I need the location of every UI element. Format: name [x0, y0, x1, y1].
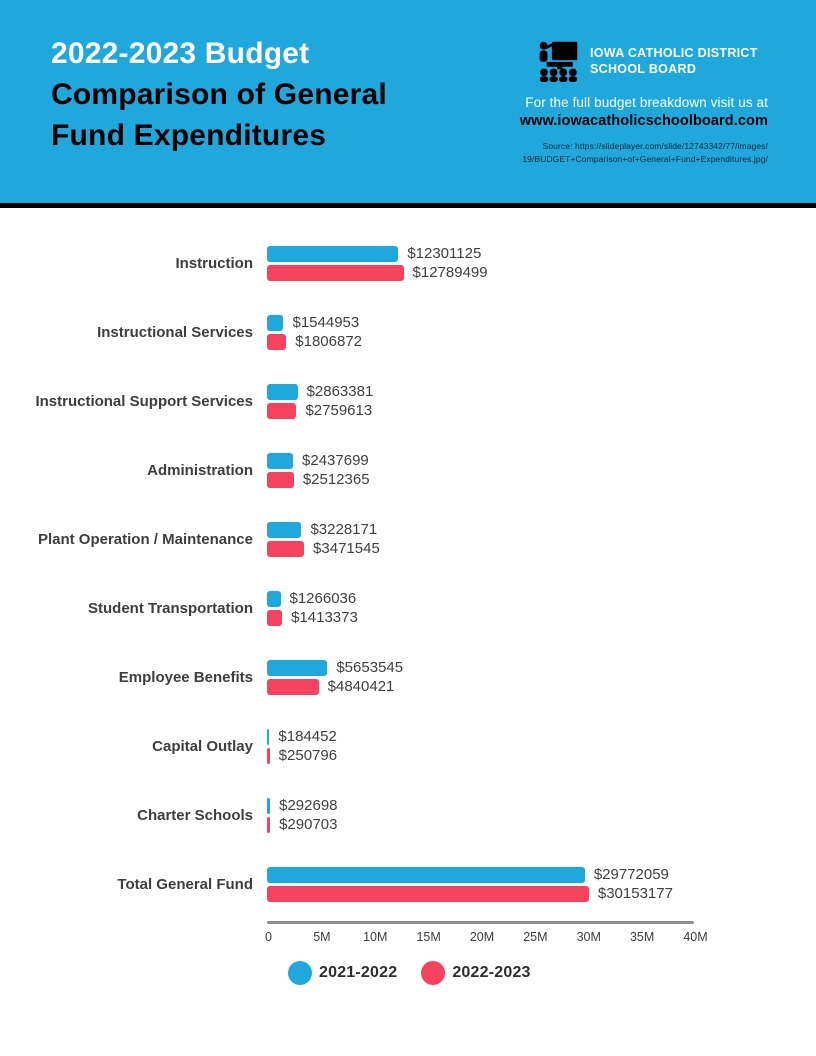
value-label: $1266036	[289, 590, 357, 607]
bar-2021-2022	[267, 315, 283, 331]
chart-row	[0, 384, 816, 419]
x-axis-tick: 15M	[416, 930, 441, 944]
page-title-line2: Comparison of General	[51, 78, 387, 111]
x-axis-tick: 20M	[469, 930, 495, 944]
bar-2021-2022	[267, 798, 270, 814]
category-label: Employee Benefits	[118, 669, 253, 686]
category-label: Instructional Support Services	[35, 393, 253, 410]
source-line1: Source: https://slideplayer.com/slide/12743342/77/images/	[542, 141, 768, 151]
header-right-block	[518, 40, 768, 166]
bar-2021-2022	[267, 867, 585, 883]
chart-row	[0, 591, 816, 626]
header-banner	[0, 0, 816, 203]
value-label: $292698	[279, 797, 338, 814]
category-label: Administration	[147, 462, 253, 479]
x-axis-tick: 30M	[576, 930, 601, 944]
bar-2022-2023	[267, 748, 270, 764]
legend-dot	[421, 961, 445, 985]
value-label: $184452	[278, 728, 337, 745]
x-axis-tick: 10M	[363, 930, 388, 944]
value-label: $12789499	[412, 264, 488, 281]
source-attribution	[518, 140, 768, 166]
value-label: $5653545	[336, 659, 404, 676]
value-label: $2437699	[302, 452, 369, 469]
value-label: $4840421	[327, 678, 395, 695]
bar-2022-2023	[267, 472, 294, 488]
bar-2022-2023	[267, 886, 589, 902]
bar-2022-2023	[267, 541, 304, 557]
value-label: $250796	[278, 747, 338, 764]
bar-2022-2023	[267, 679, 319, 695]
x-axis-tick: 35M	[629, 930, 655, 944]
x-axis-tick: 25M	[523, 930, 548, 944]
chart-row	[0, 453, 816, 488]
classroom-presentation-icon	[537, 40, 579, 82]
legend-label: 2021-2022	[319, 964, 398, 981]
org-name-line2: SCHOOL BOARD	[590, 62, 697, 76]
chart-row	[0, 522, 816, 557]
source-line2: 19/BUDGET+Comparison+of+General+Fund+Expenditures.jpg/	[522, 154, 768, 164]
bar-2022-2023	[267, 817, 270, 833]
bar-2022-2023	[267, 265, 404, 281]
bar-2021-2022	[267, 384, 298, 400]
bar-2021-2022	[267, 522, 301, 538]
x-axis-line	[267, 921, 694, 924]
value-label: $30153177	[597, 885, 673, 902]
bar-2022-2023	[267, 610, 282, 626]
category-label: Instruction	[175, 255, 253, 272]
org-name-line1: IOWA CATHOLIC DISTRICT	[590, 46, 758, 60]
legend-item	[421, 961, 530, 985]
category-label: Total General Fund	[117, 876, 253, 893]
category-label: Capital Outlay	[152, 738, 253, 755]
value-label: $1413373	[291, 609, 358, 626]
chart-row	[0, 246, 816, 281]
value-label: $1544953	[292, 314, 360, 331]
chart-row	[0, 315, 816, 350]
category-label: Student Transportation	[88, 600, 253, 617]
header-divider-bar	[0, 203, 816, 208]
value-label: $2512365	[302, 471, 370, 488]
promo-text: For the full budget breakdown visit us at	[525, 95, 768, 110]
x-axis-tick: 40M	[683, 930, 708, 944]
org-name	[590, 45, 768, 77]
bar-2021-2022	[267, 660, 327, 676]
page-title-line1: 2022-2023 Budget	[51, 37, 310, 70]
page-title-line3: Fund Expenditures	[51, 119, 327, 152]
org-identity	[518, 40, 768, 82]
value-label: $1806872	[295, 333, 363, 350]
value-label: $290703	[279, 816, 338, 833]
bar-2021-2022	[267, 453, 293, 469]
category-label: Plant Operation / Maintenance	[37, 531, 253, 548]
bar-2021-2022	[267, 591, 281, 607]
chart-legend	[288, 961, 531, 985]
value-label: $12301125	[407, 245, 482, 262]
value-label: $2759613	[305, 402, 373, 419]
chart-row	[0, 729, 816, 764]
bar-2022-2023	[267, 403, 296, 419]
value-label: $3228171	[310, 521, 378, 538]
chart-row	[0, 867, 816, 902]
legend-dot	[288, 961, 312, 985]
chart-row	[0, 660, 816, 695]
website-url: www.iowacatholicschoolboard.com	[519, 113, 768, 129]
x-axis-tick: 5M	[313, 930, 331, 944]
x-axis-tick: 0	[265, 930, 272, 944]
value-label: $29772059	[593, 866, 669, 883]
category-label: Charter Schools	[137, 807, 253, 824]
chart-row	[0, 798, 816, 833]
bar-2021-2022	[267, 246, 398, 262]
value-label: $3471545	[313, 540, 380, 557]
page-title	[51, 33, 387, 156]
bar-2022-2023	[267, 334, 286, 350]
value-label: $2863381	[306, 383, 374, 400]
category-label: Instructional Services	[97, 324, 253, 341]
legend-label: 2022-2023	[452, 964, 531, 981]
legend-item	[288, 961, 397, 985]
bar-2021-2022	[267, 729, 269, 745]
